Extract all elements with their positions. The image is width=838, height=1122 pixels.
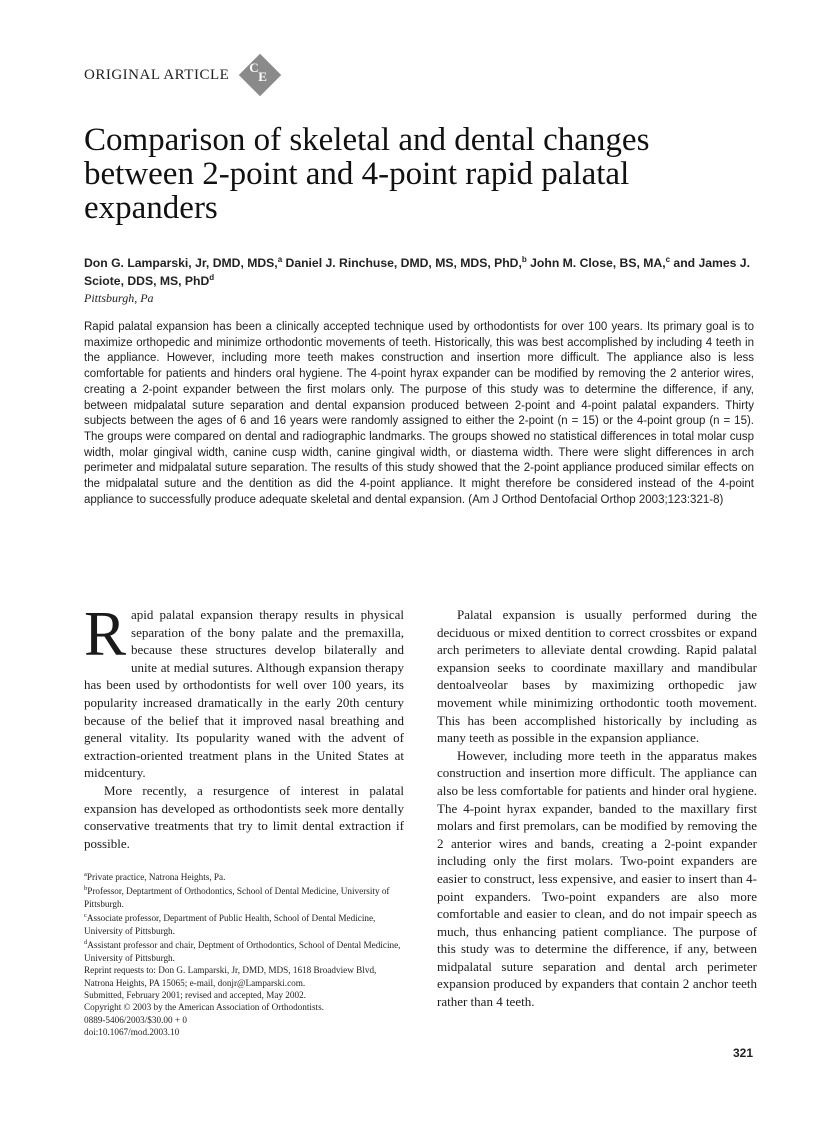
body-column-right (437, 606, 757, 1011)
author-affiliation-mark: c (665, 254, 671, 264)
footnote-mark: c (84, 912, 87, 920)
ce-badge-icon (237, 52, 283, 98)
ce-badge-e: E (258, 69, 267, 84)
author-name: Daniel J. Rinchuse, DMD, MS, MDS, PhD, (282, 256, 522, 270)
footnote-mark: a (84, 871, 87, 878)
drop-cap: R (84, 599, 127, 669)
footnote-text: Private practice, Natrona Heights, Pa. (86, 872, 226, 883)
footnote-b (84, 883, 404, 910)
author-list (84, 254, 764, 290)
doi: doi:10.1067/mod.2003.10 (84, 1027, 180, 1038)
submission-dates: Submitted, February 2001; revised and accepted, May 2002. (84, 989, 306, 1000)
footnote-text: Assistant professor and chair, Deptment of Orthodontics, School of Dental Medicine, University of Pittsburgh. (84, 940, 401, 963)
intro-paragraph (84, 599, 404, 782)
author-affiliation-mark: a (277, 254, 283, 264)
author-name: John M. Close, BS, MA, (526, 256, 666, 270)
page-number: 321 (733, 1046, 754, 1060)
copyright: Copyright © 2003 by the American Association of Orthodontists. (84, 1002, 324, 1013)
author-affiliation-mark: d (209, 272, 215, 282)
footnote-mark: b (84, 885, 88, 893)
issn: 0889-5406/2003/$30.00 + 0 (84, 1014, 187, 1025)
ce-badge-c: C (249, 60, 259, 75)
footnotes (84, 869, 404, 1039)
article-title: Comparison of skeletal and dental changes between 2-point and 4-point rapid palatal expanders (84, 122, 650, 226)
reprint-requests: Reprint requests to: Don G. Lamparski, Jr, DMD, MDS, 1618 Broadview Blvd, Natrona Heights, PA 15065; e-mail, donjr@Lamparski.com. (84, 965, 377, 988)
footnote-a (84, 869, 404, 883)
section-label: ORIGINAL ARTICLE (84, 66, 230, 83)
author-affiliation-mark: b (521, 254, 527, 264)
footnote-mark: d (84, 939, 88, 947)
author-name: and James J. Sciote, DDS, MS, PhD (84, 256, 750, 288)
article-header (84, 52, 283, 98)
body-paragraph: Palatal expansion is usually performed during the deciduous or mixed dentition to correct crossbites or expand arch perimeters to alleviate dental crowding. Rapid palatal expansion seeks to coordinate maxillary and mandibular dentoalveolar bases by maximizing orthopedic jaw movement while minimizing orthodontic tooth movement. This has been accomplished historically by including as many teeth as possible in the expansion appliance. (437, 607, 757, 746)
author-name: Don G. Lamparski, Jr, DMD, MDS, (84, 256, 278, 270)
footnote-c (84, 910, 404, 937)
footnote-text: Professor, Deptartment of Orthodontics, School of Dental Medicine, University of Pittsburgh. (84, 886, 390, 909)
body-column-left (84, 599, 404, 852)
intro-text: apid palatal expansion therapy results in physical separation of the bony palate and the premaxilla, because these structures develop bilaterally and unite at medial sutures. Although expansion therapy has been used by orthodontists for well over 100 years, its popularity increased dramatically in the early 20th century because of the belief that it improved nasal breathing and general vitality. Its popularity waned with the advent of extraction-oriented treatment plans in the United States at midcentury. (84, 607, 404, 781)
body-paragraph: More recently, a resurgence of interest in palatal expansion has developed as orthodontists seek more dentally conservative treatments that try to limit dental extraction if possible. (84, 782, 404, 851)
author-location: Pittsburgh, Pa (84, 291, 154, 305)
footnote-text: Associate professor, Department of Public Health, School of Dental Medicine, University of Pittsburgh. (84, 913, 376, 936)
footnote-d (84, 937, 404, 964)
body-paragraph: However, including more teeth in the apparatus makes construction and insertion more difficult. The appliance can also be less comfortable for patients and hinder oral hygiene. The 4-point hyrax expander, banded to the maxillary first molars and first premolars, can be modified by removing the 2 anterior wires and bands, creating a 2-point expander including only the first molars. Two-point expanders are easier to construct, less expensive, and easier to insert than 4-point expanders. Two-point expanders are also more comfortable and easier to clean, and do not impair speech as much, thus enhancing patient compliance. The purpose of this study was to determine the difference, if any, between midpalatal suture separation and dental arch perimeter expansion produced by expanders that contain 2 anchor teeth rather than 4 teeth. (437, 747, 757, 1010)
abstract: Rapid palatal expansion has been a clinically accepted technique used by orthodontists for over 100 years. Its primary goal is to maximize orthopedic and minimize orthodontic movements of teeth. Historically, this was best accomplished by including 4 teeth in the appliance. However, including more teeth makes construction and insertion more difficult. The appliance also is less comfortable for patients and hinders oral hygiene. The 4-point hyrax expander can be modified by removing the 2 anterior wires, creating a 2-point expander between the first molars only. The purpose of this study was to determine the difference, if any, between midpalatal suture separation and dental expansion produced between 2-point and 4-point palatal expanders. Thirty subjects between the ages of 6 and 16 years were randomly assigned to either the 2-point (n = 15) or the 4-point group (n = 15). The groups were compared on dental and radiographic landmarks. The groups showed no statistical differences in total molar cusp width, molar gingival width, canine cusp width, canine gingival width, or diastema width. There were slight differences in arch perimeter and midpalatal suture separation. The results of this study showed that the 2-point appliance produced similar effects on the midpalatal suture and the dentition as did the 4-point appliance. It might therefore be considered instead of the 4-point appliance to successfully produce adequate skeletal and dental expansion. (Am J Orthod Dentofacial Orthop 2003;123:321-8) (84, 321, 754, 506)
